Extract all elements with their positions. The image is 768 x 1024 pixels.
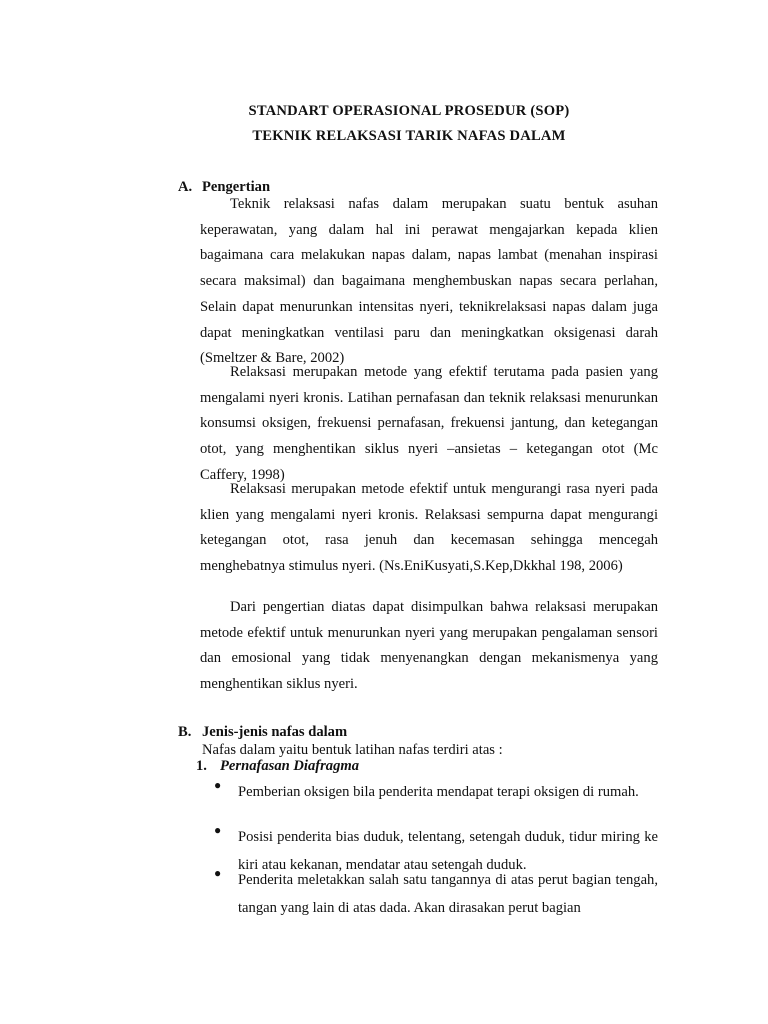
list-item-text: Posisi penderita bias duduk, telentang, setengah duduk, tidur miring ke kiri atau kekanan, mendatar atau setengah duduk.	[238, 829, 658, 873]
section-a-paragraph-3	[200, 477, 658, 580]
bullet-icon: ●	[214, 823, 222, 837]
bullet-icon: ●	[214, 778, 222, 792]
section-a-paragraph-2-text: Relaksasi merupakan metode yang efektif terutama pada pasien yang mengalami nyeri kronis. Latihan pernafasan dan teknik relaksasi menurunkan konsumsi oksigen, frekuensi pernafasan, frekuensi jantung, dan ketegangan otot, yang menghentikan siklus nyeri –ansietas – ketegangan otot (Mc Caffery, 1998)	[200, 364, 658, 483]
section-a-paragraph-4-text: Dari pengertian diatas dapat disimpulkan bahwa relaksasi merupakan metode efektif untuk menurunkan nyeri yang merupakan pengalaman sensori dan emosional yang tidak menyenangkan dengan mekanismenya yang menghentikan siklus nyeri.	[200, 599, 658, 693]
section-b-intro: Nafas dalam yaitu bentuk latihan nafas terdiri atas :	[202, 742, 503, 758]
list-item-text: Penderita meletakkan salah satu tangannya di atas perut bagian tengah, tangan yang lain di atas dada. Akan dirasakan perut bagian	[238, 872, 658, 916]
list-item-text: Pemberian oksigen bila penderita mendapat terapi oksigen di rumah.	[238, 784, 639, 800]
section-a-paragraph-4	[200, 595, 658, 698]
subsection-1-marker: 1.	[196, 758, 207, 774]
document-title-line-1: STANDART OPERASIONAL PROSEDUR (SOP)	[248, 103, 570, 119]
section-b-marker: B.	[178, 724, 192, 740]
section-a-title: Pengertian	[202, 179, 271, 195]
section-a-paragraph-2	[200, 360, 658, 489]
section-a-paragraph-3-text: Relaksasi merupakan metode efektif untuk mengurangi rasa nyeri pada klien yang mengalami nyeri kronis. Relaksasi sempurna dapat mengurangi ketegangan otot, rasa jenuh dan kecemasan sehingga mencegah menghebatnya stimulus nyeri. (Ns.EniKusyati,S.Kep,Dkkhal 198, 2006)	[200, 481, 658, 575]
list-item	[214, 778, 658, 806]
section-a-paragraph-1-text: Teknik relaksasi nafas dalam merupakan suatu bentuk asuhan keperawatan, yang dalam hal ini perawat mengajarkan kepada klien bagaimana cara melakukan napas dalam, napas lambat (menahan inspirasi secara maksimal) dan bagaimana menghembuskan napas secara perlahan, Selain dapat menurunkan intensitas nyeri, teknikrelaksasi napas dalam juga dapat meningkatkan ventilasi paru dan meningkatkan oksigenasi darah (Smeltzer & Bare, 2002)	[200, 196, 658, 367]
subsection-1-heading	[196, 758, 359, 775]
document-title-line-2: TEKNIK RELAKSASI TARIK NAFAS DALAM	[252, 128, 566, 144]
subsection-1-title: Pernafasan Diafragma	[220, 758, 360, 774]
section-b-title: Jenis-jenis nafas dalam	[202, 724, 348, 740]
bullet-icon: ●	[214, 866, 222, 880]
list-item	[214, 866, 658, 922]
section-a-marker: A.	[178, 179, 193, 195]
section-b-heading	[178, 724, 347, 741]
section-a-paragraph-1	[200, 192, 658, 372]
